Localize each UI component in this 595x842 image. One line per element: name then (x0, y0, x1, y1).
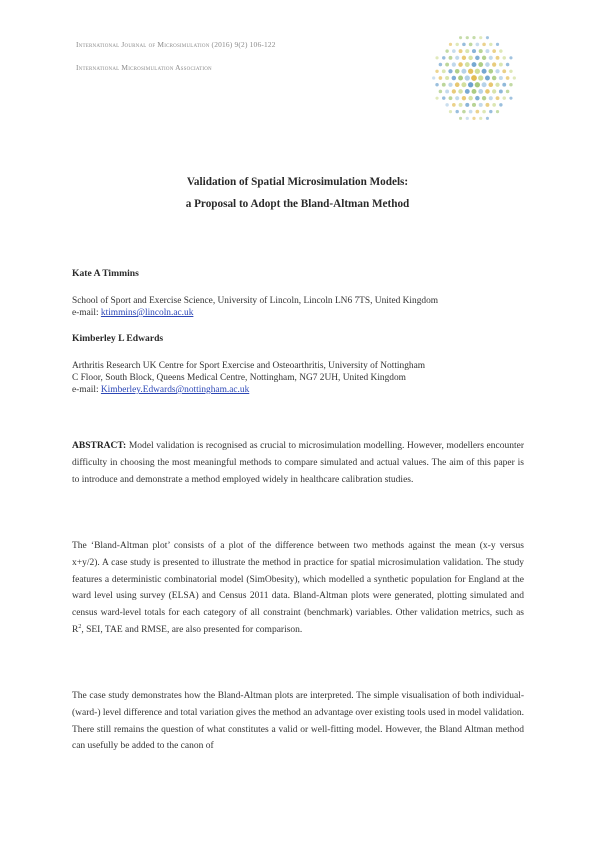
logo-dot (486, 117, 489, 120)
logo-dot (465, 62, 470, 67)
email-line (72, 307, 438, 319)
logo-dot (499, 49, 502, 52)
author-name-1: Kate A Timmins (72, 268, 139, 279)
logo-dot (489, 56, 493, 60)
email-label: e-mail: (72, 308, 101, 318)
logo-dot (442, 83, 446, 87)
logo-dot (442, 96, 445, 99)
logo-dot (452, 76, 457, 81)
logo-dot (439, 90, 443, 94)
logo-dot (506, 76, 510, 80)
abstract-label: ABSTRACT: (72, 441, 127, 451)
logo-dot (489, 96, 493, 100)
logo-dot (485, 89, 490, 94)
logo-dot (432, 76, 435, 79)
logo-dot (468, 96, 472, 100)
logo-dot (485, 76, 490, 81)
logo-dot (455, 56, 459, 60)
logo-dot (458, 62, 463, 67)
logo-dot (485, 49, 489, 53)
logo-dot (482, 56, 486, 60)
logo-dot (442, 69, 446, 73)
author-affiliation-1 (72, 295, 438, 319)
logo-dot (468, 56, 472, 60)
email-line (72, 384, 425, 396)
author-affiliation-2 (72, 360, 425, 396)
logo-dot (472, 49, 476, 53)
logo-dot (472, 103, 476, 107)
logo-dot (455, 43, 458, 46)
logo-dot (465, 103, 469, 107)
logo-dot (479, 36, 482, 39)
logo-dot (452, 62, 456, 66)
logo-dot (509, 70, 512, 73)
logo-dot (448, 83, 452, 87)
paper-title-line-2: a Proposal to Adopt the Bland-Altman Method (185, 198, 410, 210)
logo-dot (449, 110, 452, 113)
logo-dot (478, 62, 483, 67)
logo-dot (445, 103, 448, 106)
logo-dot (462, 96, 466, 100)
logo-dot (459, 117, 462, 120)
logo-dot (465, 89, 470, 94)
logo-dot (435, 97, 438, 100)
journal-header (76, 40, 276, 72)
logo-dot (486, 36, 489, 39)
abstract-text: Model validation is recognised as crucial to microsimulation modelling. However, modellers encounter difficulty in choosing the most meaningful methods to compare simulated and actual values. The aim of this paper is to introduce and demonstrate a method employed widely in healthcare calibration studies. (72, 441, 524, 485)
logo-dot (459, 36, 462, 39)
logo-dot (449, 96, 453, 100)
logo-dot (488, 69, 493, 74)
logo-dot (509, 97, 512, 100)
abstract-paragraph-1 (72, 438, 524, 488)
logo-dot (502, 69, 506, 73)
logo-dot (462, 110, 466, 114)
logo-dot (452, 89, 456, 93)
affiliation-line: Arthritis Research UK Centre for Sport Exercise and Osteoarthritis, University of Nottingham (72, 361, 426, 371)
logo-dot (499, 103, 502, 106)
logo-dot (461, 69, 466, 74)
logo-dot (458, 76, 463, 81)
logo-dot (435, 70, 438, 73)
logo-dot (449, 43, 452, 46)
author-name-2: Kimberley L Edwards (72, 333, 164, 344)
logo-dot (439, 63, 443, 67)
abstract-paragraph-2 (72, 538, 524, 639)
abstract-text: The case study demonstrates how the Bland-Altman plots are interpreted. The simple visualisation of both individual- (ward-) level difference and total variation gives the method an advantage over existing tools used in model validation. There still remains the question of what constitutes a valid or well-fitting model. However, the Bland Altman method can usefully be added to the canon of (72, 691, 524, 752)
logo-dot (465, 49, 469, 53)
logo-dot (435, 56, 438, 59)
logo-dot (458, 89, 463, 94)
logo-dot (455, 96, 459, 100)
abstract-paragraph-3 (72, 688, 524, 755)
logo-dot (445, 76, 449, 80)
logo-dot (475, 69, 480, 74)
logo-dot (442, 56, 445, 59)
logo-dot (495, 69, 499, 73)
association-name: International Microsimulation Association (76, 63, 212, 72)
logo-dot (479, 103, 483, 107)
logo-dot (478, 89, 483, 94)
superscript: 2 (78, 623, 82, 630)
logo-dot (445, 49, 448, 52)
affiliation-line: School of Sport and Exercise Science, University of Lincoln, Lincoln LN6 7TS, United Kingdom (72, 296, 439, 306)
logo-dot (485, 62, 490, 67)
logo-dot (439, 76, 443, 80)
logo-dot (502, 83, 506, 87)
logo-dot (509, 56, 512, 59)
paper-title-line-1: Validation of Spatial Microsimulation Models: (186, 176, 409, 188)
logo-dot (435, 83, 438, 86)
logo-dot (502, 96, 505, 99)
logo-dot (459, 103, 463, 107)
logo-dot (462, 43, 466, 47)
logo-dot (459, 49, 463, 53)
logo-dot (479, 49, 483, 53)
logo-dot (482, 82, 487, 87)
logo-dot (509, 83, 512, 86)
logo-dot (478, 75, 483, 80)
logo-dot (448, 69, 452, 73)
logo-dot (475, 56, 479, 60)
logo-dot (488, 82, 493, 87)
logo-dot (471, 75, 477, 81)
logo-dot (465, 75, 470, 80)
logo-dot (469, 43, 473, 47)
logo-dot (466, 36, 469, 39)
logo-dot (482, 96, 486, 100)
logo-dot (496, 56, 500, 60)
affiliation-line: C Floor, South Block, Queens Medical Centre, Nottingham, NG7 2UH, United Kingdom (72, 373, 406, 383)
logo-dot (482, 43, 486, 47)
logo-dot (455, 110, 458, 113)
abstract-text: , SEI, TAE and RMSE, are also presented for comparison. (81, 624, 303, 635)
logo-dot (472, 89, 477, 94)
logo-dot (472, 62, 477, 67)
logo-dot (476, 43, 480, 47)
logo-dot (499, 76, 503, 80)
logo-dot (492, 62, 496, 66)
logo-dot (445, 89, 449, 93)
email-label: e-mail: (72, 385, 101, 395)
logo-dot (496, 110, 499, 113)
logo-dot (499, 89, 503, 93)
logo-dot (475, 82, 480, 87)
logo-dot (455, 69, 460, 74)
logo-dot (476, 110, 480, 114)
logo-dot (452, 103, 456, 107)
journal-citation: International Journal of Microsimulation (2016) 9(2) 106-122 (76, 40, 276, 49)
logo-dot (482, 110, 486, 114)
dotted-sphere-logo-icon (426, 30, 522, 126)
logo-dot (472, 36, 475, 39)
logo-dot (496, 96, 500, 100)
logo-dot (466, 117, 469, 120)
logo-dot (461, 82, 466, 87)
logo-dot (495, 83, 499, 87)
logo-dot (489, 43, 492, 46)
logo-dot (455, 82, 460, 87)
logo-dot (468, 69, 473, 74)
logo-dot (492, 89, 496, 93)
logo-dot (472, 117, 475, 120)
logo-dot (475, 96, 479, 100)
logo-dot (482, 69, 487, 74)
logo-dot (479, 117, 482, 120)
logo-dot (462, 56, 466, 60)
logo-dot (489, 110, 492, 113)
logo-dot (485, 103, 489, 107)
logo-dot (506, 63, 510, 67)
logo-dot (452, 49, 456, 53)
logo-dot (492, 49, 496, 53)
logo-dot (499, 63, 503, 67)
logo-dot (468, 82, 473, 87)
logo-dot (492, 76, 497, 81)
logo-dot (445, 63, 449, 67)
logo-dot (469, 110, 473, 114)
logo-dot (506, 90, 510, 94)
logo-dot (496, 43, 499, 46)
email-link-2[interactable]: Kimberley.Edwards@nottingham.ac.uk (100, 385, 250, 395)
logo-dot (513, 76, 516, 79)
logo-dot (449, 56, 453, 60)
abstract-text: The ‘Bland-Altman plot’ consists of a plot of the difference between two methods against the mean (x-y versus x+y/2). A case study is presented to illustrate the method in practice for spatial microsimulation validation. The study features a deterministic combinatorial model (SimObesity), which modelled a synthetic population for England at the ward level using survey (ELSA) and Census 2011 data. Bland-Altman plots were generated, plotting simulated and census ward-level totals for each category of all constraint (benchmark) variables. Other validation metrics, such as R (72, 541, 524, 635)
email-link-1[interactable]: ktimmins@lincoln.ac.uk (100, 308, 194, 318)
logo-dot (492, 103, 496, 107)
logo-dot (502, 56, 505, 59)
